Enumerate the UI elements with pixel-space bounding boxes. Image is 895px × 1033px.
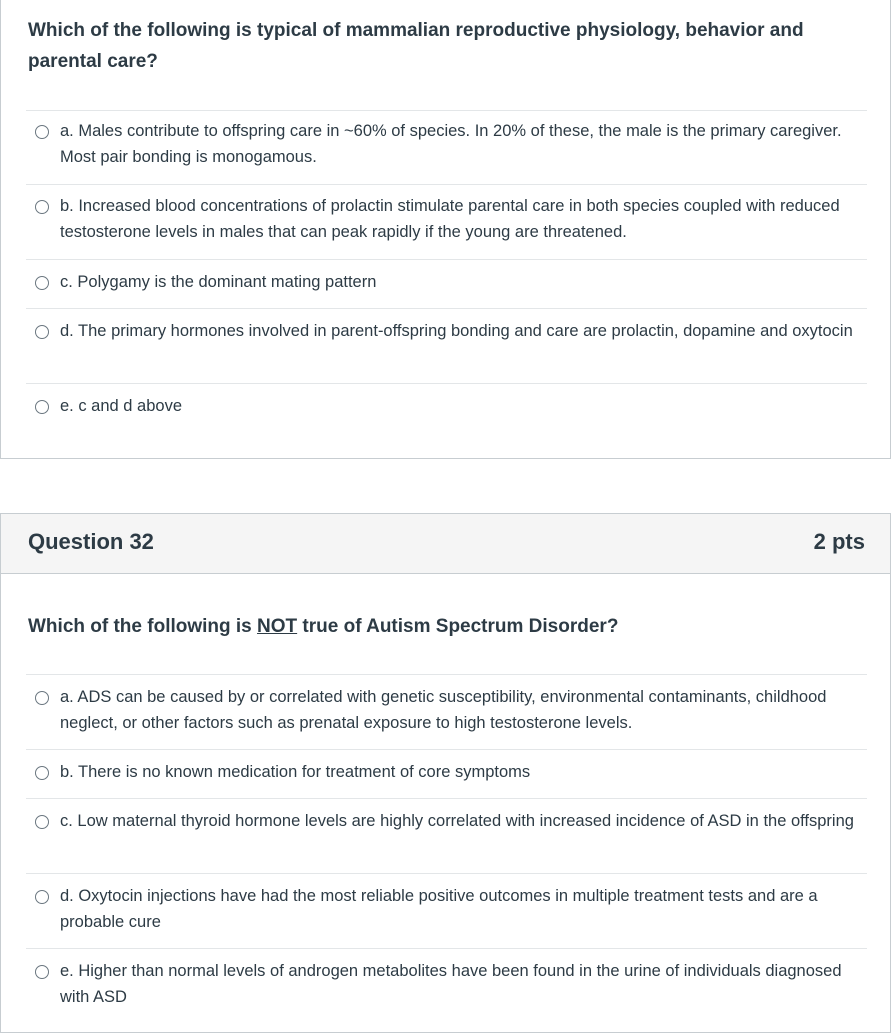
radio-button-d[interactable] (35, 890, 49, 904)
question-32-answer-d[interactable] (26, 873, 867, 948)
question-32-text (28, 611, 848, 642)
radio-button-a[interactable] (35, 691, 49, 705)
question-31-answer-c[interactable] (26, 259, 867, 308)
question-31-answer-b[interactable] (26, 184, 867, 259)
question-header (1, 514, 890, 574)
radio-button-d[interactable] (35, 325, 49, 339)
question-31-card (0, 0, 891, 459)
question-32-answer-a[interactable] (26, 674, 867, 749)
question-32-answer-c[interactable] (26, 798, 867, 873)
question-31-answer-a[interactable] (26, 110, 867, 184)
answer-label: c. Polygamy is the dominant mating pattern (60, 273, 377, 291)
radio-button-a[interactable] (35, 125, 49, 139)
answer-label: e. c and d above (60, 397, 183, 415)
radio-button-c[interactable] (35, 815, 49, 829)
radio-button-c[interactable] (35, 276, 49, 290)
answer-label: b. Increased blood concentrations of prolactin stimulate parental care in both species coupled with reduced testosterone levels in males that can peak rapidly if the young are threatened. (60, 197, 840, 241)
question-32-card (0, 513, 891, 1033)
question-31-text: Which of the following is typical of mammalian reproductive physiology, behavior and parental care? (28, 20, 804, 72)
answer-label: b. There is no known medication for treatment of core symptoms (60, 763, 531, 781)
answer-label: c. Low maternal thyroid hormone levels are highly correlated with increased incidence of ASD in the offspring (60, 812, 854, 830)
answer-label: a. Males contribute to offspring care in ~60% of species. In 20% of these, the male is the primary caregiver. Most pair bonding is monogamous. (60, 122, 842, 166)
question-32-answer-e[interactable] (26, 948, 867, 1023)
question-text-end: true of Autism Spectrum Disorder? (297, 616, 619, 637)
question-title: Question 32 (28, 529, 154, 554)
question-32-answers (26, 674, 867, 1023)
question-31-answers (26, 110, 867, 433)
radio-button-e[interactable] (35, 400, 49, 414)
answer-label: a. ADS can be caused by or correlated with genetic susceptibility, environmental contaminants, childhood neglect, or other factors such as prenatal exposure to high testosterone levels. (60, 688, 827, 732)
answer-label: d. Oxytocin injections have had the most reliable positive outcomes in multiple treatment tests and are a probable cure (60, 887, 818, 931)
radio-button-b[interactable] (35, 766, 49, 780)
question-text-emphasis: NOT (257, 616, 298, 637)
question-32-answer-b[interactable] (26, 749, 867, 798)
radio-button-b[interactable] (35, 200, 49, 214)
question-text-start: Which of the following is (28, 616, 258, 637)
question-31-answer-d[interactable] (26, 308, 867, 383)
answer-label: e. Higher than normal levels of androgen metabolites have been found in the urine of individuals diagnosed with ASD (60, 962, 842, 1006)
radio-button-e[interactable] (35, 965, 49, 979)
question-31-answer-e[interactable] (26, 383, 867, 433)
question-points: 2 pts (813, 529, 865, 554)
answer-label: d. The primary hormones involved in parent-offspring bonding and care are prolactin, dopamine and oxytocin (60, 322, 853, 340)
